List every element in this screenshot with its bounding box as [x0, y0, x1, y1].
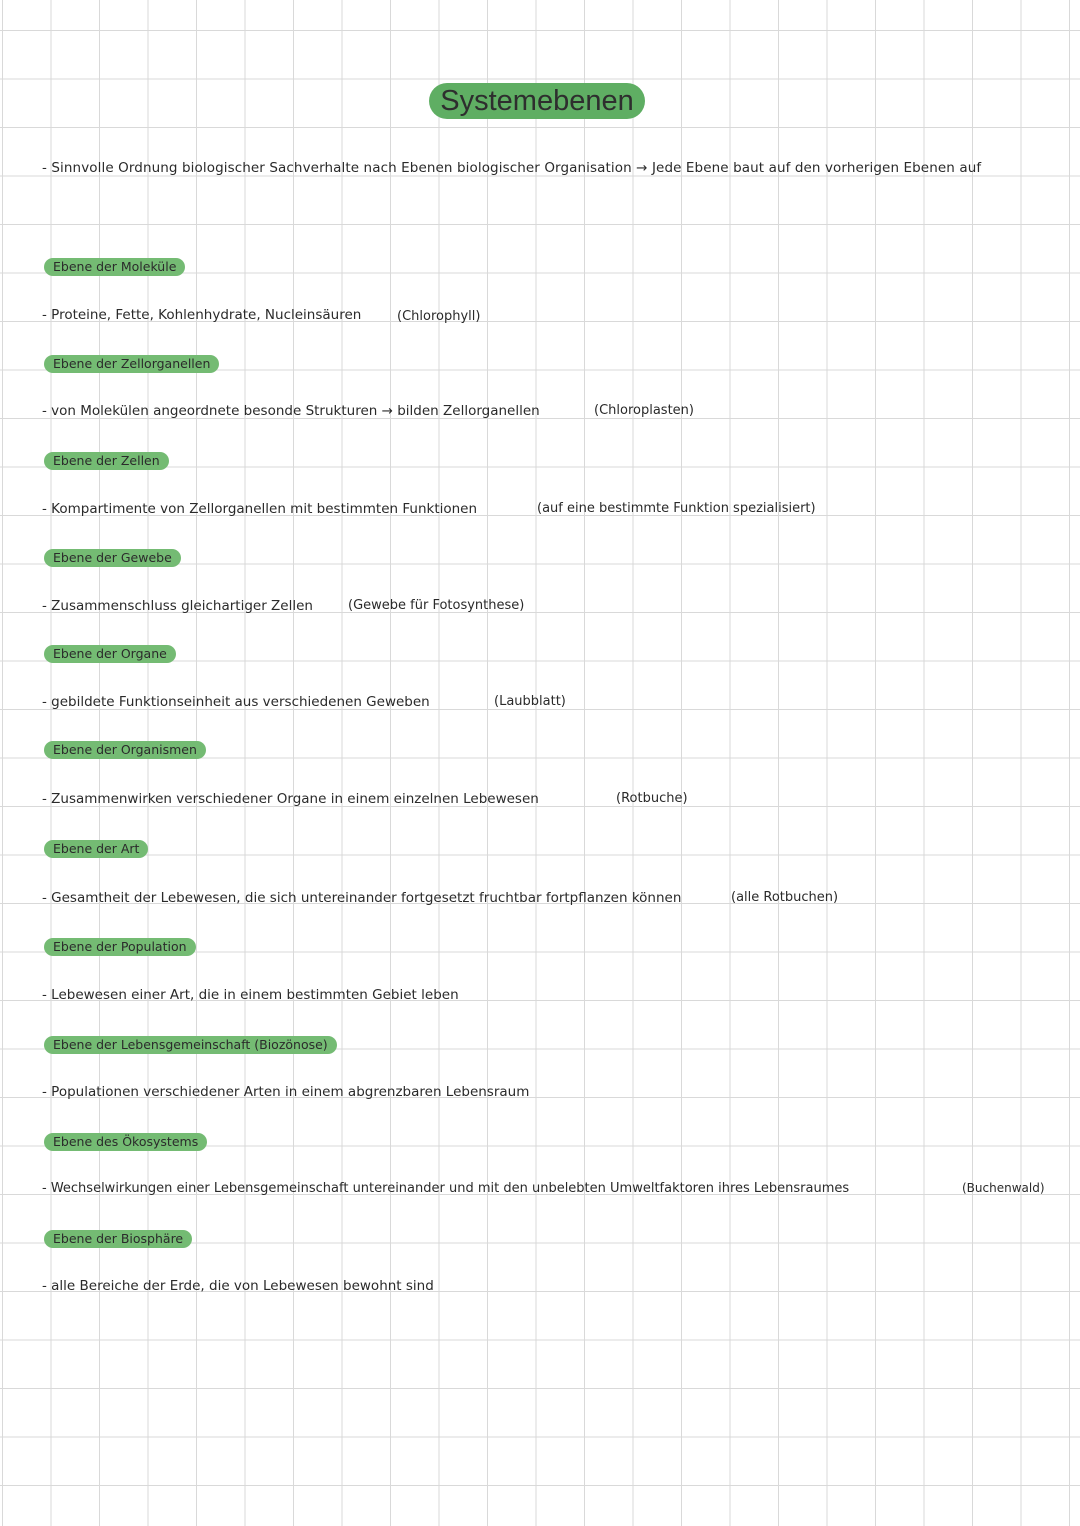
- level-example-organisms: (Rotbuche): [616, 791, 688, 806]
- intro-text: - Sinnvolle Ordnung biologischer Sachverhalte nach Ebenen biologischer Organisation → Jede Ebene baut auf den vorherigen Ebenen auf: [42, 160, 982, 176]
- level-heading-organelles: Ebene der Zellorganellen: [44, 355, 219, 373]
- level-heading-biosphere: Ebene der Biosphäre: [44, 1230, 192, 1248]
- level-example-molecules: (Chlorophyll): [397, 309, 481, 324]
- level-heading-species: Ebene der Art: [44, 840, 148, 858]
- level-text-biosphere: - alle Bereiche der Erde, die von Lebewesen bewohnt sind: [42, 1278, 434, 1294]
- level-example-organelles: (Chloroplasten): [594, 403, 694, 418]
- level-heading-tissue: Ebene der Gewebe: [44, 549, 181, 567]
- page-title: Systemebenen: [429, 83, 645, 119]
- level-heading-biocoenosis: Ebene der Lebensgemeinschaft (Biozönose): [44, 1036, 337, 1054]
- level-heading-molecules: Ebene der Moleküle: [44, 258, 185, 276]
- level-heading-cells: Ebene der Zellen: [44, 452, 169, 470]
- level-example-species: (alle Rotbuchen): [731, 890, 839, 905]
- level-text-biocoenosis: - Populationen verschiedener Arten in einem abgrenzbaren Lebensraum: [42, 1084, 530, 1100]
- level-heading-organs: Ebene der Organe: [44, 645, 176, 663]
- level-example-organs: (Laubblatt): [494, 694, 566, 709]
- level-text-organisms: - Zusammenwirken verschiedener Organe in einem einzelnen Lebewesen: [42, 791, 539, 807]
- level-text-organelles: - von Molekülen angeordnete besonde Strukturen → bilden Zellorganellen: [42, 403, 540, 419]
- level-heading-ecosystem: Ebene des Ökosystems: [44, 1133, 207, 1151]
- level-text-species: - Gesamtheit der Lebewesen, die sich untereinander fortgesetzt fruchtbar fortpflanzen können: [42, 890, 682, 906]
- level-example-ecosystem: (Buchenwald): [962, 1181, 1045, 1195]
- level-text-molecules: - Proteine, Fette, Kohlenhydrate, Nucleinsäuren: [42, 307, 362, 323]
- level-text-tissue: - Zusammenschluss gleichartiger Zellen: [42, 598, 313, 614]
- level-text-cells: - Kompartimente von Zellorganellen mit bestimmten Funktionen: [42, 501, 478, 517]
- level-text-organs: - gebildete Funktionseinheit aus verschiedenen Geweben: [42, 694, 430, 710]
- level-heading-population: Ebene der Population: [44, 938, 196, 956]
- level-example-cells: (auf eine bestimmte Funktion spezialisiert): [537, 501, 816, 516]
- level-heading-organisms: Ebene der Organismen: [44, 741, 206, 759]
- level-text-ecosystem: - Wechselwirkungen einer Lebensgemeinschaft untereinander und mit den unbelebten Umweltfaktoren ihres Lebensraumes: [42, 1181, 850, 1196]
- level-text-population: - Lebewesen einer Art, die in einem bestimmten Gebiet leben: [42, 987, 459, 1003]
- level-example-tissue: (Gewebe für Fotosynthese): [348, 598, 525, 613]
